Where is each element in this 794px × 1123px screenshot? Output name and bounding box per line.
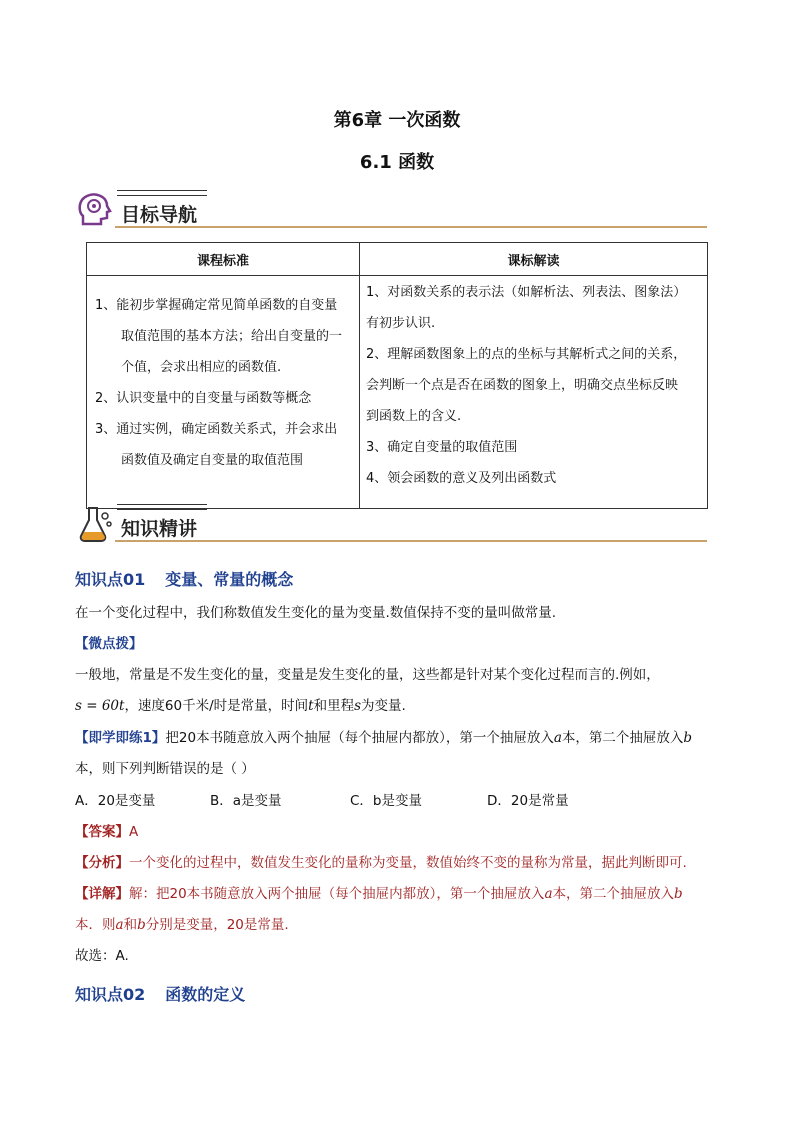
- knowledge-point-heading: [75, 567, 293, 590]
- section-label: 目标导航: [121, 204, 198, 226]
- analysis-label: 【分析】: [75, 855, 129, 871]
- list-item: 取值范围的基本方法；给出自变量的一: [121, 329, 343, 344]
- chapter-title: 第6章 一次函数: [333, 110, 461, 131]
- table-header: 课程标准: [87, 243, 360, 276]
- detail-line: [75, 910, 715, 941]
- variable: s: [354, 698, 362, 714]
- text-span: 本，第二个抽屉放入: [552, 886, 674, 902]
- section-header-goals: [75, 190, 707, 230]
- list-item: 函数值及确定自变量的取值范围: [121, 453, 304, 468]
- tip-paragraph: [75, 660, 715, 722]
- list-item: 1、能初步掌握确定常见简单函数的自变量: [95, 298, 338, 313]
- detail-paragraph: [75, 879, 715, 941]
- conclusion-line: 故选：A.: [75, 948, 129, 964]
- analysis-text: 一个变化的过程中，数值发生变化的量称为变量，数值始终不变的量称为常量，据此判断即可.: [129, 855, 687, 871]
- variable: b: [674, 886, 683, 902]
- table-header: 课标解读: [360, 243, 708, 276]
- question-line: [75, 723, 715, 754]
- options-row: [75, 786, 715, 817]
- answer-value: A: [129, 824, 139, 840]
- list-item: 个值，会求出相应的函数值.: [121, 360, 282, 375]
- variable: b: [683, 730, 693, 746]
- text-span: ，速度60千米/时是常量，时间: [124, 698, 309, 714]
- text-span: 本，第二个抽屉放入: [561, 730, 684, 746]
- list-item: 到函数上的含义.: [366, 409, 462, 424]
- option-c: C．b是变量: [350, 793, 422, 809]
- variable: a: [544, 886, 553, 902]
- flask-icon: [75, 504, 115, 544]
- variable: t: [308, 698, 314, 714]
- text-span: 解：把20本书随意放入两个抽屉（每个抽屉内都放），第一个抽屉放入: [129, 886, 545, 902]
- text-span: 把20本书随意放入两个抽屉（每个抽屉内都放），第一个抽屉放入: [165, 730, 554, 746]
- question-line: 本，则下列判断错误的是（ ）: [75, 761, 255, 777]
- text-span: 和: [123, 917, 138, 933]
- list-item: 1、对函数关系的表示法（如解析法、列表法、图象法）: [366, 285, 687, 300]
- answer-line: [75, 817, 715, 848]
- section-label: 知识精讲: [121, 518, 198, 540]
- variable: a: [115, 917, 124, 933]
- option-b: B．a是变量: [210, 793, 282, 809]
- practice-question: [75, 723, 715, 785]
- text-span: 为变量.: [361, 698, 406, 714]
- knowledge-point-heading: [75, 982, 245, 1005]
- option-d: D．20是常量: [487, 793, 569, 809]
- section-title: 6.1 函数: [359, 152, 435, 173]
- knowledge-point-title: 函数的定义: [165, 985, 246, 1004]
- text-span: 本．则: [75, 917, 116, 933]
- detail-label: 【详解】: [75, 886, 129, 902]
- table-cell-interpretation: [360, 276, 708, 509]
- option-a: A．20是变量: [75, 793, 156, 809]
- definition-text: 在一个变化过程中，我们称数值发生变化的量为变量.数值保持不变的量叫做常量.: [75, 605, 557, 621]
- knowledge-point-number: 知识点02: [75, 985, 146, 1004]
- list-item: 有初步认识.: [366, 316, 436, 331]
- tip-line: [75, 691, 715, 722]
- section-header-knowledge: [75, 504, 707, 544]
- analysis-line: [75, 848, 715, 879]
- list-item: 3、确定自变量的取值范围: [366, 440, 518, 455]
- answer-label: 【答案】: [75, 824, 129, 840]
- detail-line: [75, 879, 715, 910]
- brain-head-icon: [75, 190, 115, 230]
- practice-label: 【即学即练1】: [75, 730, 166, 746]
- list-item: 3、通过实例，确定函数关系式，并会求出: [95, 422, 338, 437]
- text-span: 分别是变量，20是常量.: [145, 917, 289, 933]
- knowledge-point-number: 知识点01: [75, 570, 146, 589]
- variable: a: [553, 730, 562, 746]
- list-item: 2、理解函数图象上的点的坐标与其解析式之间的关系，: [366, 347, 687, 362]
- tip-line: 一般地，常量是不发生变化的量，变量是发生变化的量，这些都是针对某个变化过程而言的.例如，: [75, 667, 660, 683]
- list-item: 4、领会函数的意义及列出函数式: [366, 471, 557, 486]
- list-item: 2、认识变量中的自变量与函数等概念: [95, 391, 312, 406]
- knowledge-point-title: 变量、常量的概念: [165, 570, 294, 589]
- list-item: 会判断一个点是否在函数的图象上，明确交点坐标反映: [366, 378, 679, 393]
- curriculum-table: [86, 242, 708, 509]
- table-cell-standards: [87, 276, 360, 509]
- formula: s = 60t: [75, 698, 125, 714]
- text-span: 和里程: [313, 698, 355, 714]
- variable: b: [137, 917, 146, 933]
- tip-label: 【微点拨】: [75, 636, 143, 652]
